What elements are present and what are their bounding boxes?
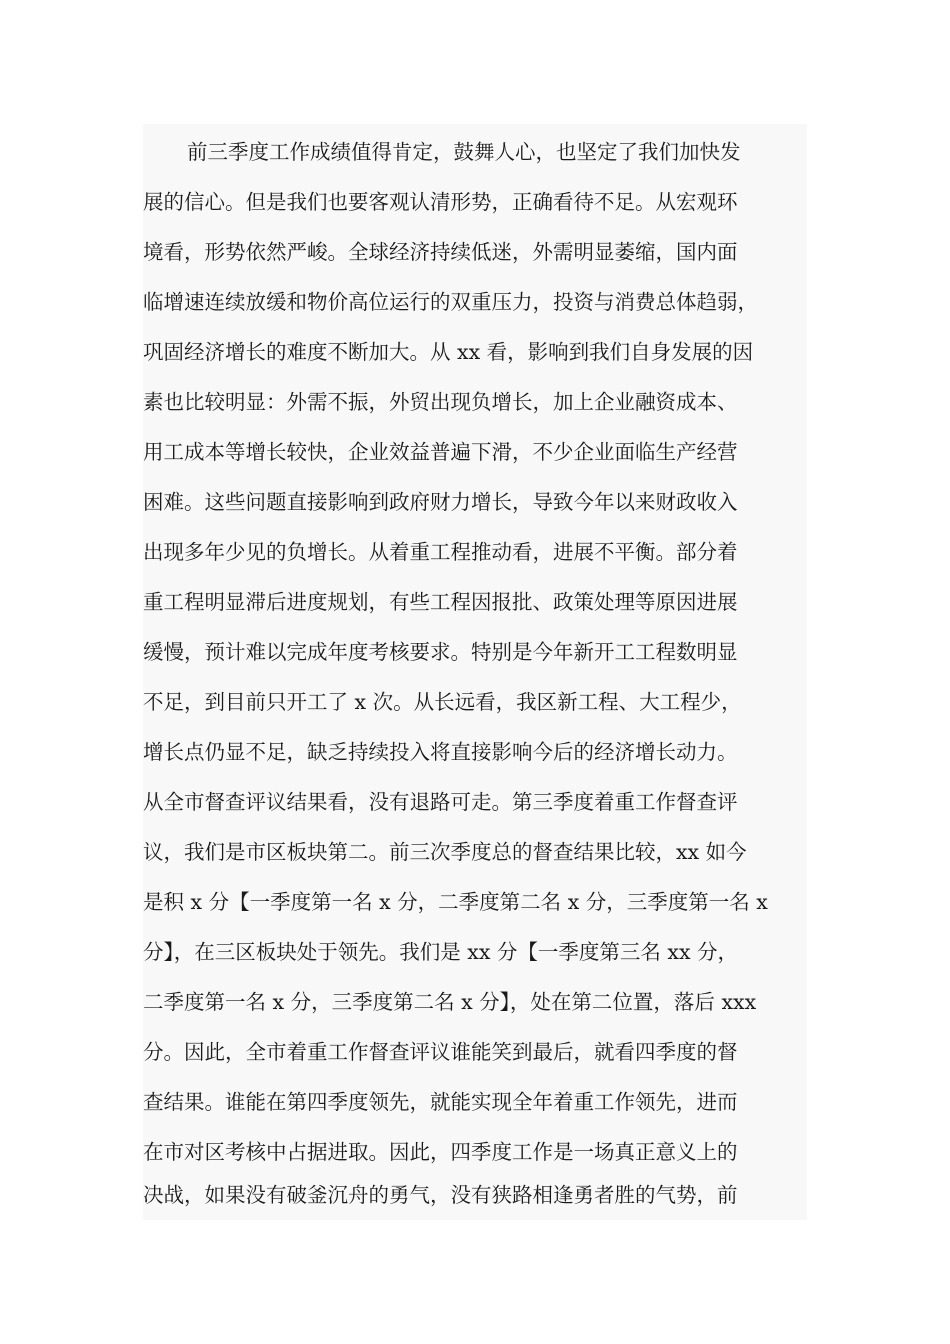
text-line: 境看，形势依然严峻。全球经济持续低迷，外需明显萎缩，国内面 [143, 240, 738, 264]
text-line: 增长点仍显不足，缺乏持续投入将直接影响今后的经济增长动力。 [143, 740, 738, 764]
text-line: 缓慢，预计难以完成年度考核要求。特别是今年新开工工程数明显 [143, 640, 738, 664]
text-line: 分】，在三区板块处于领先。我们是 xx 分【一季度第三名 xx 分， [143, 940, 739, 964]
text-line: 从全市督查评议结果看，没有退路可走。第三季度着重工作督查评 [143, 790, 738, 814]
text-line: 素也比较明显：外需不振，外贸出现负增长，加上企业融资成本、 [143, 390, 738, 414]
text-line: 前三季度工作成绩值得肯定，鼓舞人心，也坚定了我们加快发 [187, 140, 741, 164]
text-line: 查结果。谁能在第四季度领先，就能实现全年着重工作领先，进而 [143, 1090, 738, 1114]
text-line: 二季度第一名 x 分，三季度第二名 x 分】，处在第二位置，落后 xxx [143, 990, 757, 1014]
text-line: 分。因此，全市着重工作督查评议谁能笑到最后，就看四季度的督 [143, 1040, 738, 1064]
text-line: 在市对区考核中占据进取。因此，四季度工作是一场真正意义上的 [143, 1140, 738, 1164]
text-line: 不足，到目前只开工了 x 次。从长远看，我区新工程、大工程少， [143, 690, 742, 714]
text-line: 决战，如果没有破釜沉舟的勇气，没有狭路相逢勇者胜的气势，前 [143, 1183, 738, 1207]
text-line: 出现多年少见的负增长。从着重工程推动看，进展不平衡。部分着 [143, 540, 738, 564]
text-line: 重工程明显滞后进度规划，有些工程因报批、政策处理等原因进展 [143, 590, 738, 614]
text-line: 巩固经济增长的难度不断加大。从 xx 看，影响到我们自身发展的因 [143, 340, 754, 364]
text-line: 困难。这些问题直接影响到政府财力增长，导致今年以来财政收入 [143, 490, 738, 514]
text-line: 是积 x 分【一季度第一名 x 分，二季度第二名 x 分，三季度第一名 x [143, 890, 768, 914]
body-text [143, 124, 807, 1220]
text-line: 用工成本等增长较快，企业效益普遍下滑，不少企业面临生产经营 [143, 440, 738, 464]
text-line: 议，我们是市区板块第二。前三次季度总的督查结果比较，xx 如今 [143, 840, 747, 864]
text-line: 展的信心。但是我们也要客观认清形势，正确看待不足。从宏观环 [143, 190, 738, 214]
text-line: 临增速连续放缓和物价高位运行的双重压力，投资与消费总体趋弱， [143, 290, 758, 314]
